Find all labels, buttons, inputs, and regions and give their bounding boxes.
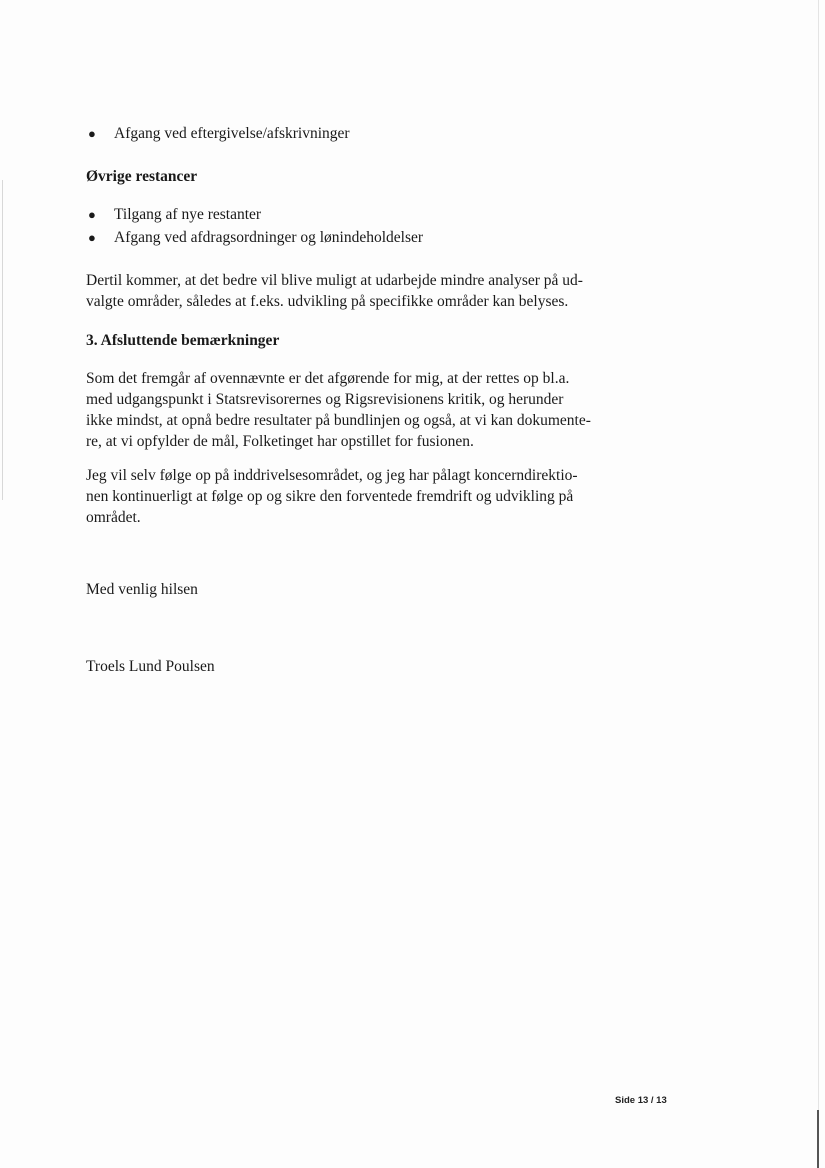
paragraph-line: Som det fremgår af ovennævnte er det afgørende for mig, at der rettes op bl.a. <box>86 370 570 387</box>
list-item-text: Tilgang af nye restanter <box>114 206 262 223</box>
bullet-icon: ● <box>88 230 96 245</box>
paragraph-line: med udgangspunkt i Statsrevisorernes og Rigsrevisionens kritik, og herunder <box>86 391 564 408</box>
closing-paragraph-2 <box>86 465 616 528</box>
list-item <box>88 204 262 225</box>
bullet-icon: ● <box>88 126 96 141</box>
paragraph-line: området. <box>86 509 141 526</box>
paragraph-line: Jeg vil selv følge op på inddrivelsesområdet, og jeg har pålagt koncerndirektio- <box>86 467 578 484</box>
page-number: Side 13 / 13 <box>615 1095 667 1106</box>
scan-edge-right <box>818 0 819 1168</box>
paragraph-line: Dertil kommer, at det bedre vil blive muligt at udarbejde mindre analyser på ud- <box>86 272 583 289</box>
list-item <box>88 123 350 144</box>
paragraph-line: nen kontinuerligt at følge op og sikre den forventede fremdrift og udvikling på <box>86 488 574 505</box>
closing-paragraph-1 <box>86 368 616 452</box>
list-item-text: Afgang ved afdragsordninger og lønindeholdelser <box>114 229 424 246</box>
section-heading-closing-remarks: 3. Afsluttende bemærkninger <box>86 332 280 349</box>
list-item <box>88 227 424 248</box>
scan-edge-left <box>2 180 3 500</box>
paragraph-line: valgte områder, således at f.eks. udvikling på specifikke områder kan belyses. <box>86 293 569 310</box>
paragraph-line: ikke mindst, at opnå bedre resultater på bundlinjen og også, at vi kan dokumente- <box>86 412 591 429</box>
section-heading-other-arrears: Øvrige restancer <box>86 168 198 185</box>
analysis-paragraph <box>86 270 616 312</box>
closing-greeting: Med venlig hilsen <box>86 581 198 598</box>
signatory-name: Troels Lund Poulsen <box>86 658 215 675</box>
list-item-text: Afgang ved eftergivelse/afskrivninger <box>114 125 350 142</box>
paragraph-line: re, at vi opfylder de mål, Folketinget har opstillet for fusionen. <box>86 433 474 450</box>
bullet-icon: ● <box>88 207 96 222</box>
scan-edge-right-mark <box>817 1110 819 1168</box>
